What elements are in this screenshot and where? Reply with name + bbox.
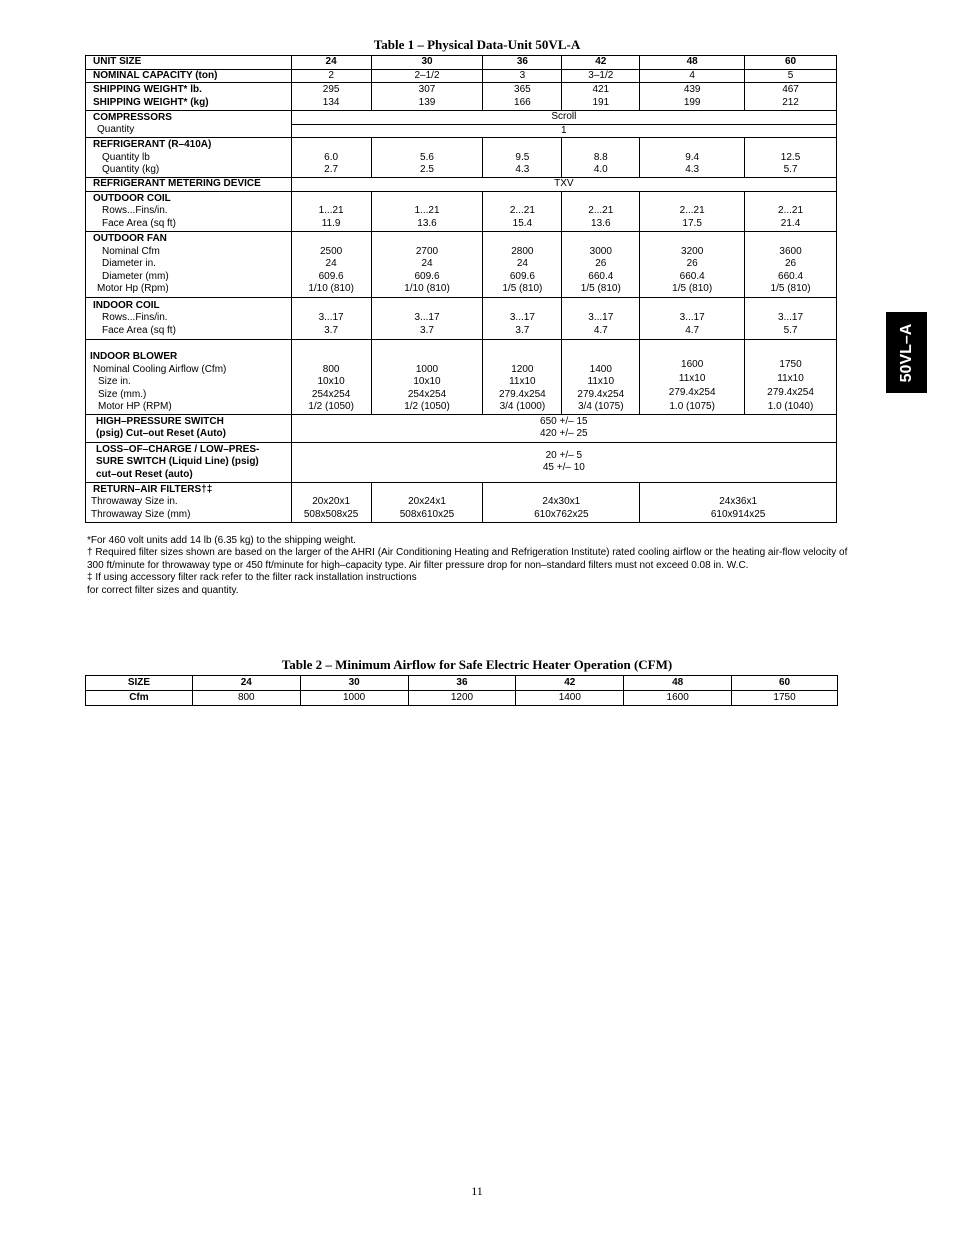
row-label: UNIT SIZE [86,56,292,70]
footnote: † Required filter sizes shown are based on the larger of the AHRI (Air Conditioning Heating and Refrigeration Institute) rated cooling airflow or the heating air-flow velocity of 300 ft/minute for throwaway type or 450 ft/minute for high–capacity type. Air filter pressure drop for non–standard filters must not exceed 0.08 in. W.C. [87,547,848,571]
table-row [86,178,837,192]
table-cell: 1750 [732,691,838,706]
footnote: ‡ If using accessory filter rack refer to the filter rack installation instructions [87,572,417,584]
table-cell: 439 199 [640,83,745,111]
table-cell: 20x24x1 508x610x25 [371,482,483,522]
footnote: for correct filter sizes and quantity. [87,584,239,596]
table-cell: 2700 24 609.6 1/10 (810) [371,231,483,297]
row-label: REFRIGERANT METERING DEVICE [86,178,292,192]
min-airflow-table [85,675,838,706]
physical-data-table [85,55,837,523]
row-label: INDOOR BLOWER Nominal Cooling Airflow (Cfm) Size in. Size (mm.) Motor HP (RPM) [86,339,292,414]
table-row [86,231,837,297]
table-row [86,676,838,691]
table-cell: TXV [291,178,836,192]
table-row [86,442,837,482]
size-header: 42 [516,676,624,691]
table-cell: 1...21 11.9 [291,191,371,231]
page-number: 11 [471,1184,483,1198]
table-cell: 1000 [300,691,408,706]
table-cell: 1600 11x10 279.4x254 1.0 (1075) [640,339,745,414]
section-tab-label: 50VL–A [897,323,915,382]
row-label: COMPRESSORS Quantity [86,111,292,138]
table-cell: 5.6 2.5 [371,138,483,178]
table-cell: 2–1/2 [371,69,483,83]
table-cell: 650 +/– 15 420 +/– 25 [291,414,836,442]
row-label: OUTDOOR COIL Rows...Fins/in. Face Area (sq ft) [86,191,292,231]
table-cell: 2...21 15.4 [483,191,562,231]
size-header: 30 [371,56,483,70]
table-cell: 9.5 4.3 [483,138,562,178]
size-header: 42 [562,56,640,70]
size-header: 60 [745,56,837,70]
section-tab [886,312,927,393]
table-cell: 3...17 5.7 [745,297,837,339]
size-header: 30 [300,676,408,691]
table-cell: 3 [483,69,562,83]
table-cell: 2800 24 609.6 1/5 (810) [483,231,562,297]
table-cell: 2...21 17.5 [640,191,745,231]
table-cell: 421 191 [562,83,640,111]
table-cell: 1600 [624,691,732,706]
table-cell: 800 10x10 254x254 1/2 (1050) [291,339,371,414]
row-label: SIZE [86,676,193,691]
table2-title: Table 2 – Minimum Airflow for Safe Electric Heater Operation (CFM) [281,657,673,672]
table-cell: 3–1/2 [562,69,640,83]
row-label: INDOOR COIL Rows...Fins/in. Face Area (sq ft) [86,297,292,339]
table-cell: 2 [291,69,371,83]
table-cell: 3...17 4.7 [562,297,640,339]
table-cell: 1400 11x10 279.4x254 3/4 (1075) [562,339,640,414]
row-label: SHIPPING WEIGHT* lb. SHIPPING WEIGHT* (kg) [86,83,292,111]
table-cell: 2500 24 609.6 1/10 (810) [291,231,371,297]
table-cell: 3...17 3.7 [291,297,371,339]
table-cell: 20 +/– 5 45 +/– 10 [291,442,836,482]
row-label: HIGH–PRESSURE SWITCH (psig) Cut–out Reset (Auto) [86,414,292,442]
table-row [86,69,837,83]
table-cell: 24x30x1 610x762x25 [483,482,640,522]
table-row [86,191,837,231]
table-cell: 3...17 4.7 [640,297,745,339]
table-cell: 467 212 [745,83,837,111]
size-header: 60 [732,676,838,691]
table-footnotes [87,535,862,597]
size-header: 48 [640,56,745,70]
table-cell: 365 166 [483,83,562,111]
table-cell: 20x20x1 508x508x25 [291,482,371,522]
table-cell: 2...21 21.4 [745,191,837,231]
size-header: 48 [624,676,732,691]
table-cell: 1000 10x10 254x254 1/2 (1050) [371,339,483,414]
table-cell: 3000 26 660.4 1/5 (810) [562,231,640,297]
table-cell: Scroll [291,111,836,125]
table-row [86,138,837,178]
size-header: 24 [192,676,300,691]
table-cell: 12.5 5.7 [745,138,837,178]
size-header: 24 [291,56,371,70]
table-cell: 800 [192,691,300,706]
table-cell: 307 139 [371,83,483,111]
table-cell: 5 [745,69,837,83]
table-row [86,297,837,339]
table-cell: 6.0 2.7 [291,138,371,178]
table-cell: 3...17 3.7 [483,297,562,339]
table-cell: 1200 11x10 279.4x254 3/4 (1000) [483,339,562,414]
table1-title: Table 1 – Physical Data-Unit 50VL-A [373,37,581,52]
row-label: RETURN–AIR FILTERS†‡ Throwaway Size in. Throwaway Size (mm) [86,482,292,522]
table-cell: 4 [640,69,745,83]
footnote: *For 460 volt units add 14 lb (6.35 kg) to the shipping weight. [87,535,357,546]
row-label: Cfm [86,691,193,706]
table-cell: 24x36x1 610x914x25 [640,482,837,522]
table-cell: 1400 [516,691,624,706]
table-cell: 3...17 3.7 [371,297,483,339]
table-cell: 3600 26 660.4 1/5 (810) [745,231,837,297]
size-header: 36 [408,676,516,691]
table-row [86,111,837,125]
row-label: LOSS–OF–CHARGE / LOW–PRES- SURE SWITCH (Liquid Line) (psig) cut–out Reset (auto) [86,442,292,482]
size-header: 36 [483,56,562,70]
table-cell: 1...21 13.6 [371,191,483,231]
table-cell: 1750 11x10 279.4x254 1.0 (1040) [745,339,837,414]
table-row [86,414,837,442]
table-cell: 295 134 [291,83,371,111]
table-cell: 2...21 13.6 [562,191,640,231]
table-row [86,482,837,522]
table-cell: 8.8 4.0 [562,138,640,178]
row-label: OUTDOOR FAN Nominal Cfm Diameter in. Diameter (mm) Motor Hp (Rpm) [86,231,292,297]
table-row [86,339,837,414]
row-label: REFRIGERANT (R–410A) Quantity lb Quantity (kg) [86,138,292,178]
table-cell: 1200 [408,691,516,706]
table-cell: 1 [291,124,836,138]
table-cell: 3200 26 660.4 1/5 (810) [640,231,745,297]
table-cell: 9.4 4.3 [640,138,745,178]
row-label: NOMINAL CAPACITY (ton) [86,69,292,83]
table-row [86,56,837,70]
table-row [86,83,837,111]
table-row [86,691,838,706]
